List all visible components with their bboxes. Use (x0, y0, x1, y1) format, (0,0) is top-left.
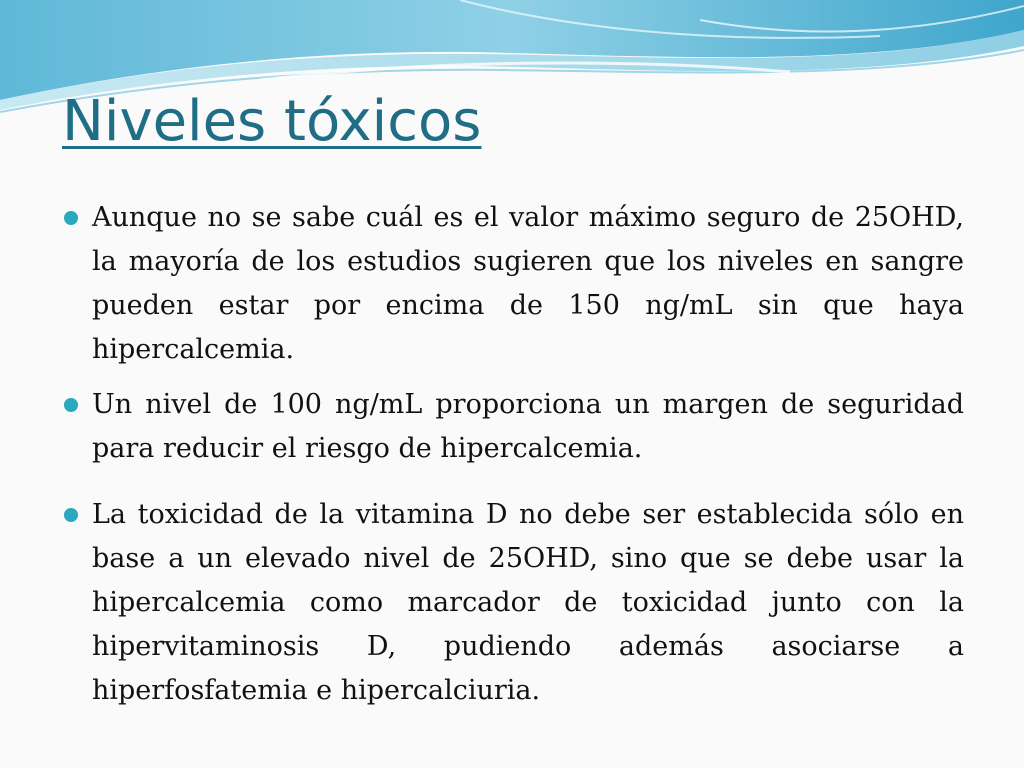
slide-title: Niveles tóxicos (62, 89, 482, 154)
bullet-dot-icon (64, 398, 78, 412)
bullet-item (62, 493, 964, 713)
bullet-text: La toxicidad de la vitamina D no debe ser establecida sólo en base a un elevado nivel de 25OHD, sino que se debe usar la hipercalcemia como marcador de toxicidad junto con la hipervitaminosis D, pudiendo además asociarse a hiperfosfatemia e hipercalciuria. (92, 499, 964, 706)
bullet-item (62, 383, 964, 471)
bullet-item (62, 196, 964, 372)
bullet-text: Aunque no se sabe cuál es el valor máximo seguro de 25OHD, la mayoría de los estudios sugieren que los niveles en sangre pueden estar por encima de 150 ng/mL sin que haya hipercalcemia. (92, 202, 964, 365)
bullet-list (62, 196, 964, 724)
bullet-dot-icon (64, 211, 78, 225)
bullet-dot-icon (64, 508, 78, 522)
bullet-text: Un nivel de 100 ng/mL proporciona un margen de seguridad para reducir el riesgo de hipercalcemia. (92, 389, 964, 464)
